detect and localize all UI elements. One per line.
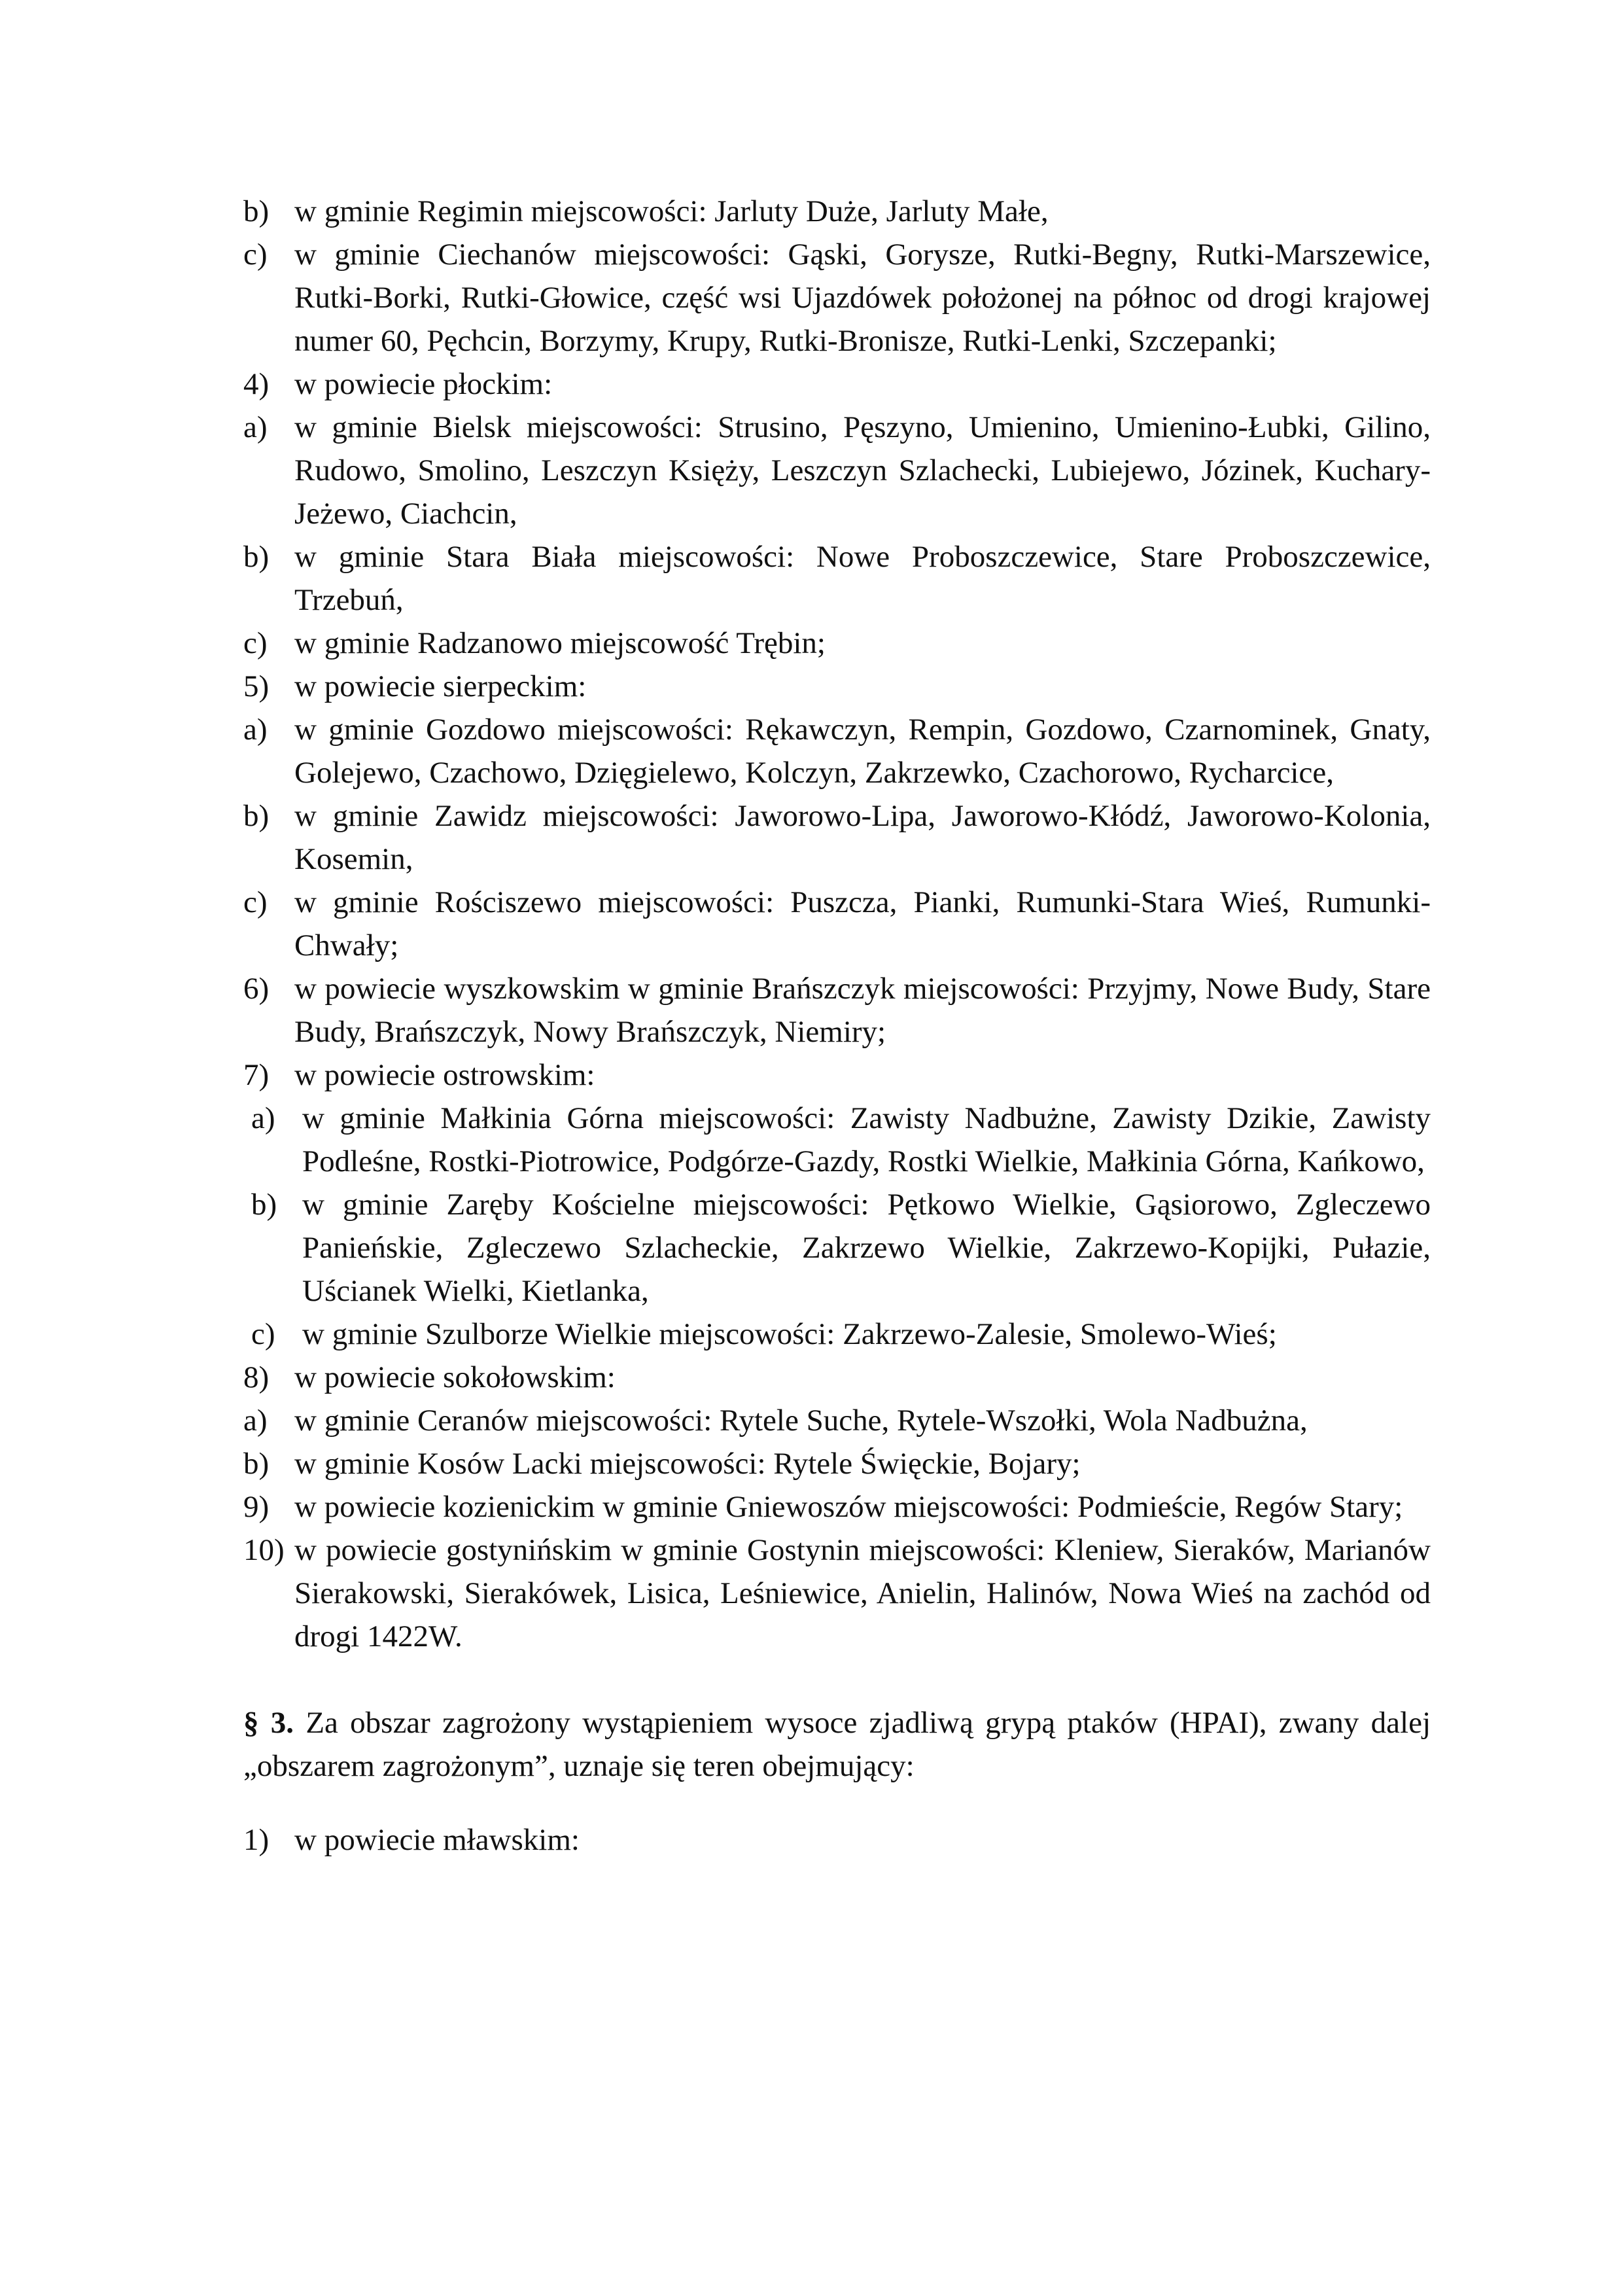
list-item-text: w gminie Kosów Lacki miejscowości: Rytele Święckie, Bojary; bbox=[294, 1447, 1081, 1481]
list-item-text: w powiecie kozienickim w gminie Gniewoszów miejscowości: Podmieście, Regów Stary; bbox=[294, 1490, 1403, 1524]
list-item-text: w gminie Zawidz miejscowości: Jaworowo-Lipa, Jaworowo-Kłódź, Jaworowo-Kolonia, Kosemin, bbox=[294, 799, 1431, 876]
list-item bbox=[243, 708, 1431, 794]
list-item-text: w gminie Szulborze Wielkie miejscowości: Zakrzewo-Zalesie, Smolewo-Wieś; bbox=[302, 1317, 1277, 1351]
list-marker: 10) bbox=[243, 1533, 285, 1567]
section-3-paragraph bbox=[243, 1701, 1431, 1788]
list-item bbox=[243, 362, 1431, 406]
list-item bbox=[243, 1183, 1431, 1313]
list-item bbox=[243, 881, 1431, 967]
list-item bbox=[243, 1399, 1431, 1442]
list-item bbox=[243, 622, 1431, 665]
section-number: § 3. bbox=[243, 1706, 294, 1740]
list-item bbox=[243, 1053, 1431, 1097]
list-marker: b) bbox=[251, 1188, 277, 1222]
list-item-text: w powiecie gostynińskim w gminie Gostynin miejscowości: Kleniew, Sieraków, Marianów Sierakowski, Sierakówek, Lisica, Leśniewice, Anielin, Halinów, Nowa Wieś na zachód od drogi 1422W. bbox=[294, 1533, 1431, 1653]
list-marker: a) bbox=[251, 1101, 275, 1135]
list-item bbox=[243, 1313, 1431, 1356]
list-marker: 4) bbox=[243, 367, 270, 401]
list-item bbox=[243, 406, 1431, 535]
list-item bbox=[243, 1442, 1431, 1485]
list-item bbox=[243, 535, 1431, 622]
list-marker: a) bbox=[243, 713, 268, 747]
list-marker: a) bbox=[243, 410, 268, 444]
list-marker: c) bbox=[243, 885, 268, 919]
list-item-text: w gminie Bielsk miejscowości: Strusino, Pęszyno, Umienino, Umienino-Łubki, Gilino, Rudowo, Smolino, Leszczyn Księży, Leszczyn Szlachecki, Lubiejewo, Józinek, Kuchary-Jeżewo, Ciachcin, bbox=[294, 410, 1431, 531]
list-item-text: w powiecie wyszkowskim w gminie Brańszczyk miejscowości: Przyjmy, Nowe Budy, Stare Budy, Brańszczyk, Nowy Brańszczyk, Niemiry; bbox=[294, 972, 1431, 1049]
list-item-text: w gminie Gozdowo miejscowości: Rękawczyn, Rempin, Gozdowo, Czarnominek, Gnaty, Golejewo, Czachowo, Dzięgielewo, Kolczyn, Zakrzewko, Czachorowo, Rycharcice, bbox=[294, 713, 1431, 790]
list-marker: 8) bbox=[243, 1360, 270, 1394]
list-item-text: w gminie Ceranów miejscowości: Rytele Suche, Rytele-Wszołki, Wola Nadbużna, bbox=[294, 1404, 1308, 1438]
list-item-text: w powiecie płockim: bbox=[294, 367, 553, 401]
list-item-text: w gminie Ciechanów miejscowości: Gąski, Gorysze, Rutki-Begny, Rutki-Marszewice, Rutki-Borki, Rutki-Głowice, część wsi Ujazdówek położonej na północ od drogi krajowej numer 60, Pęchcin, Borzymy, Krupy, Rutki-Bronisze, Rutki-Lenki, Szczepanki; bbox=[294, 238, 1431, 358]
list-item bbox=[243, 1485, 1431, 1528]
list-item bbox=[243, 967, 1431, 1053]
list-marker: 9) bbox=[243, 1490, 270, 1524]
list-item bbox=[243, 794, 1431, 881]
list-marker: 7) bbox=[243, 1058, 270, 1092]
list-marker: a) bbox=[243, 1404, 268, 1438]
list-item bbox=[243, 665, 1431, 708]
list-item-text: w gminie Zaręby Kościelne miejscowości: Pętkowo Wielkie, Gąsiorowo, Zgleczewo Panieńskie, Zgleczewo Szlacheckie, Zakrzewo Wielkie, Zakrzewo-Kopijki, Pułazie, Uścianek Wielki, Kietlanka, bbox=[302, 1188, 1431, 1308]
list-marker: 6) bbox=[243, 972, 270, 1006]
list-item bbox=[243, 233, 1431, 362]
list-item-text: w gminie Regimin miejscowości: Jarluty Duże, Jarluty Małe, bbox=[294, 194, 1049, 228]
list-marker: c) bbox=[243, 238, 268, 272]
list-item bbox=[243, 1097, 1431, 1183]
list-marker: c) bbox=[243, 626, 268, 660]
list-item-text: w powiecie ostrowskim: bbox=[294, 1058, 595, 1092]
list-item-text: w gminie Rościszewo miejscowości: Puszcza, Pianki, Rumunki-Stara Wieś, Rumunki-Chwały; bbox=[294, 885, 1431, 963]
list-item bbox=[243, 1818, 1431, 1862]
list-item-text: w gminie Stara Biała miejscowości: Nowe Proboszczewice, Stare Proboszczewice, Trzebuń, bbox=[294, 540, 1431, 617]
list-item-text: w powiecie sokołowskim: bbox=[294, 1360, 616, 1394]
page-content bbox=[243, 190, 1431, 1862]
list-item-text: w gminie Małkinia Górna miejscowości: Zawisty Nadbużne, Zawisty Dzikie, Zawisty Podleśne, Rostki-Piotrowice, Podgórze-Gazdy, Rostki Wielkie, Małkinia Górna, Kańkowo, bbox=[302, 1101, 1431, 1178]
list-marker: 5) bbox=[243, 669, 270, 703]
section-text: Za obszar zagrożony wystąpieniem wysoce zjadliwą grypą ptaków (HPAI), zwany dalej „obszarem zagrożonym”, uznaje się teren obejmujący: bbox=[243, 1706, 1431, 1783]
list-marker: 1) bbox=[243, 1823, 270, 1857]
list-item-text: w powiecie sierpeckim: bbox=[294, 669, 587, 703]
list-marker: c) bbox=[251, 1317, 275, 1351]
list-item bbox=[243, 190, 1431, 233]
list-item bbox=[243, 1528, 1431, 1658]
list-marker: b) bbox=[243, 194, 270, 228]
list-item-text: w gminie Radzanowo miejscowość Trębin; bbox=[294, 626, 826, 660]
list-marker: b) bbox=[243, 540, 270, 574]
list-item bbox=[243, 1356, 1431, 1399]
list-item-text: w powiecie mławskim: bbox=[294, 1823, 580, 1857]
list-marker: b) bbox=[243, 1447, 270, 1481]
list-marker: b) bbox=[243, 799, 270, 833]
